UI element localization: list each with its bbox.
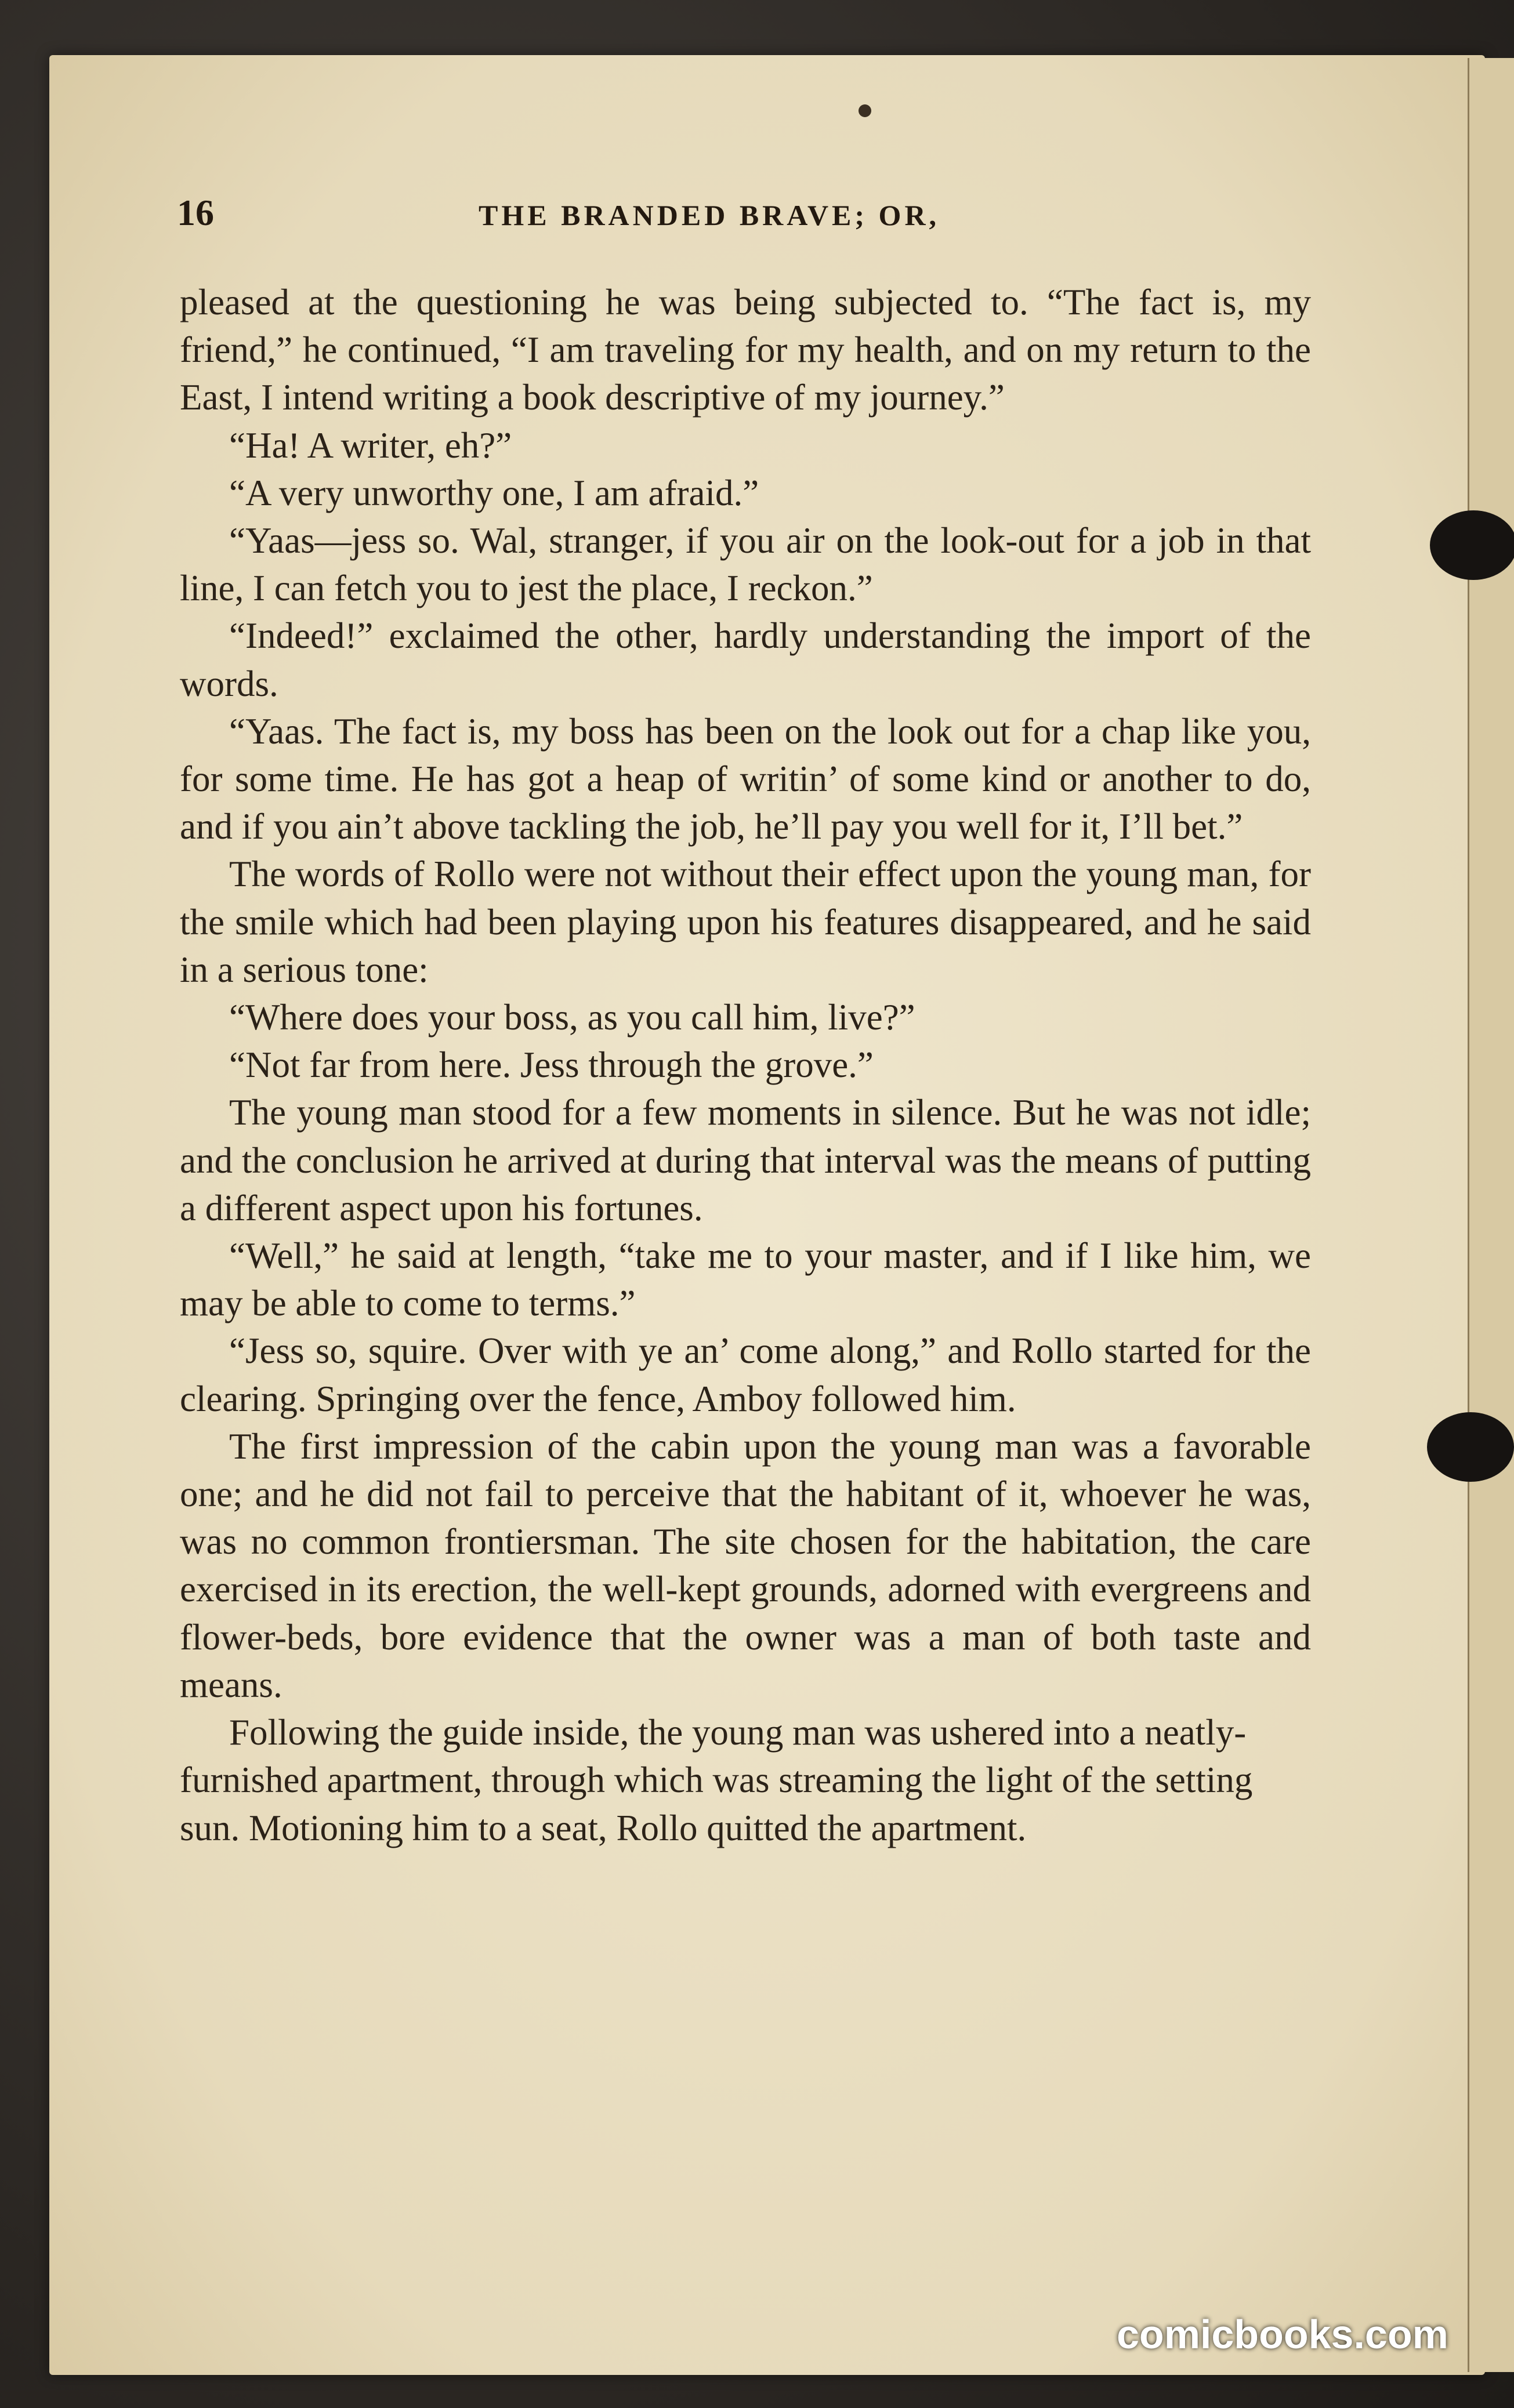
paragraph: “Well,” he said at length, “take me to your master, and if I like him, we may be able to come to terms.” [180, 1235, 1311, 1324]
paragraph: The words of Rollo were not without their effect upon the young man, for the smile which had been playing upon his features disappeared, and he said in a serious tone: [180, 854, 1311, 990]
watermark: comicbooks.com [1117, 2312, 1448, 2357]
paragraph: “Not far from here. Jess through the grove.” [229, 1045, 874, 1086]
paragraph: pleased at the questioning he was being subjected to. “The fact is, my friend,” he continued, “I am traveling for my health, and on my return to the East, I intend writing a book descriptive of my journey.” [180, 282, 1311, 418]
paragraph: The young man stood for a few moments in silence. But he was not idle; and the conclusion he arrived at during that interval was the means of putting a different aspect upon his fortunes. [180, 1092, 1311, 1228]
page-hole-upper [1430, 510, 1514, 580]
paragraph: “A very unworthy one, I am afraid.” [229, 472, 759, 513]
paragraph: “Jess so, squire. Over with ye an’ come along,” and Rollo started for the clearing. Springing over the fence, Amboy followed him. [180, 1330, 1311, 1419]
adjacent-page-edge [1468, 58, 1514, 2372]
body-text [180, 278, 1311, 1852]
paragraph: The first impression of the cabin upon the young man was a favorable one; and he did not fail to perceive that the habitant of it, whoever he was, was no common frontiersman. The site chosen for the habitation, the care exercised in its erection, the well-kept grounds, adorned with evergreens and flower-beds, bore evidence that the owner was a man of both taste and means. [180, 1426, 1311, 1705]
page-number: 16 [177, 192, 214, 233]
paragraph: “Yaas. The fact is, my boss has been on the look out for a chap like you, for some time. He has got a heap of writin’ of some kind or another to do, and if you ain’t above tackling the job, he’ll pay you well for it, I’ll bet.” [180, 710, 1311, 847]
paragraph: “Indeed!” exclaimed the other, hardly understanding the import of the words. [180, 615, 1311, 704]
paragraph: “Yaas—jess so. Wal, stranger, if you air on the look-out for a job in that line, I can fetch you to jest the place, I reckon.” [180, 520, 1311, 609]
page-hole-lower [1427, 1412, 1514, 1482]
paragraph: “Ha! A writer, eh?” [229, 425, 512, 466]
paragraph: “Where does your boss, as you call him, live?” [229, 997, 915, 1038]
paragraph: Following the guide inside, the young man was ushered into a neatly-furnished apartment, through which was streaming the light of the setting sun. Motioning him to a seat, Rollo quitted the apartment. [180, 1712, 1253, 1848]
running-title: THE BRANDED BRAVE; OR, [479, 199, 940, 231]
running-header [177, 191, 1308, 244]
ornament-dot [859, 104, 871, 117]
